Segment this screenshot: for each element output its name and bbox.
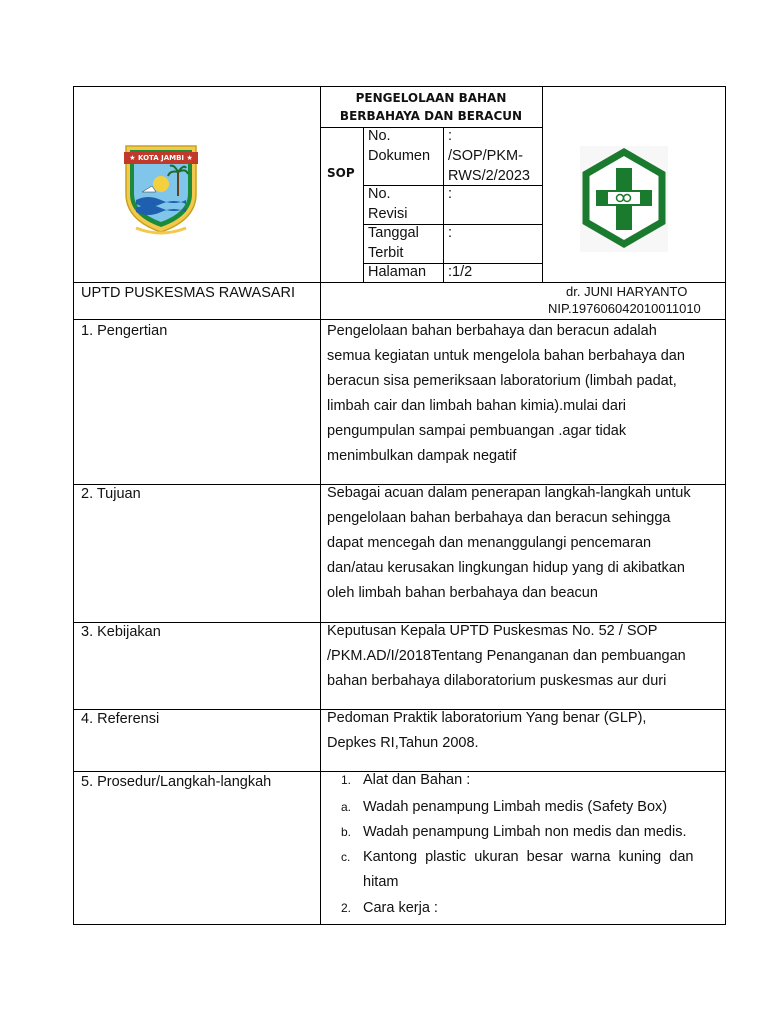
section-label-tujuan: 2. Tujuan [81,486,141,502]
puskesmas-logo-icon [580,146,668,252]
list-item [341,768,470,793]
section-label-pengertian: 1. Pengertian [81,323,168,339]
text-line: pengumpulan sampai pembuangan .agar tidak [327,423,627,439]
section-body-kebijakan [327,619,686,694]
list-text: Kantong plastic ukuran besar warna kuning dan [363,849,694,865]
field-label-no-dokumen-2: Dokumen [368,148,431,164]
doc-title-line2: BERBAHAYA DAN BERACUN [339,109,523,123]
text-line: /PKM.AD/I/2018Tentang Penanganan dan pembuangan [327,648,686,664]
text-line: oleh limbah bahan berbahaya dan beacun [327,585,598,601]
section-body-referensi [327,706,646,756]
list-item [341,795,667,820]
column-divider [320,86,321,925]
border-right [725,86,726,925]
text-line: dan/atau kerusakan lingkungan hidup yang di akibatkan [327,560,685,576]
border-top [73,86,726,87]
value-divider [443,127,444,283]
list-text: Alat dan Bahan : [363,772,471,788]
list-item [341,870,398,895]
list-item [341,845,719,870]
border-bottom [73,924,726,925]
section-body-pengertian [327,319,685,469]
text-line: Pengelolaan bahan berbahaya dan beracun adalah [327,323,657,339]
field-value-dokumen-2: RWS/2/2023 [448,168,530,184]
list-item [341,820,687,845]
field-value-colon-1: : [448,128,453,144]
text-line: Pedoman Praktik laboratorium Yang benar (GLP), [327,710,647,726]
list-marker: 1. [341,773,352,787]
text-line: Keputusan Kepala UPTD Puskesmas No. 52 / SOP [327,623,658,639]
field-value-revisi: : [448,186,453,202]
text-line: beracun sisa pemeriksaan laboratorium (limbah padat, [327,373,677,389]
field-label-no-revisi-2: Revisi [368,206,408,222]
text-line: pengelolaan bahan berbahaya dan beracun sehingga [327,510,671,526]
list-text: Wadah penampung Limbah medis (Safety Box) [363,799,668,815]
list-marker: 2. [341,901,352,915]
sop-divider [363,127,364,283]
text-line: Depkes RI,Tahun 2008. [327,735,479,751]
list-text: hitam [363,874,399,890]
text-line: bahan berbahaya dilaboratorium puskesmas aur duri [327,673,667,689]
title-divider [320,127,542,128]
section-label-kebijakan: 3. Kebijakan [81,624,161,640]
list-marker: b. [341,825,352,839]
right-logo-divider [542,86,543,283]
text-line: dapat mencegah dan menanggulangi pencemaran [327,535,652,551]
section-label-prosedur: 5. Prosedur/Langkah-langkah [81,774,272,790]
field-label-halaman: Halaman [368,264,427,280]
field-label-no-revisi-1: No. [368,186,391,202]
sop-label: SOP [327,166,355,180]
list-text: Wadah penampung Limbah non medis dan medis. [363,824,687,840]
text-line: Sebagai acuan dalam penerapan langkah-langkah untuk [327,485,691,501]
list-marker: a. [341,800,352,814]
field-value-halaman: :1/2 [448,264,473,280]
field-label-tanggal-2: Terbit [368,245,404,261]
list-text: Cara kerja : [363,900,438,916]
border-left [73,86,74,925]
kota-jambi-emblem-icon [122,142,200,238]
list-item [341,896,438,921]
field-value-tanggal: : [448,225,453,241]
field-label-no-dokumen-1: No. [368,128,391,144]
signer-nip: NIP.197606042010011010 [548,301,701,316]
signer-name: dr. JUNI HARYANTO [566,284,688,299]
organization-name: UPTD PUSKESMAS RAWASARI [81,285,296,301]
text-line: semua kegiatan untuk mengelola bahan berbahaya dan [327,348,685,364]
field-label-tanggal-1: Tanggal [368,225,419,241]
field-value-dokumen-1: /SOP/PKM- [448,148,523,164]
doc-title-line1: PENGELOLAAN BAHAN [355,91,507,105]
text-line: limbah cair dan limbah bahan kimia).mulai dari [327,398,626,414]
section-label-referensi: 4. Referensi [81,711,160,727]
text-line: menimbulkan dampak negatif [327,448,517,464]
kota-jambi-banner: ★ KOTA JAMBI ★ [124,152,198,164]
section-body-tujuan [327,481,691,606]
list-marker: c. [341,850,351,864]
